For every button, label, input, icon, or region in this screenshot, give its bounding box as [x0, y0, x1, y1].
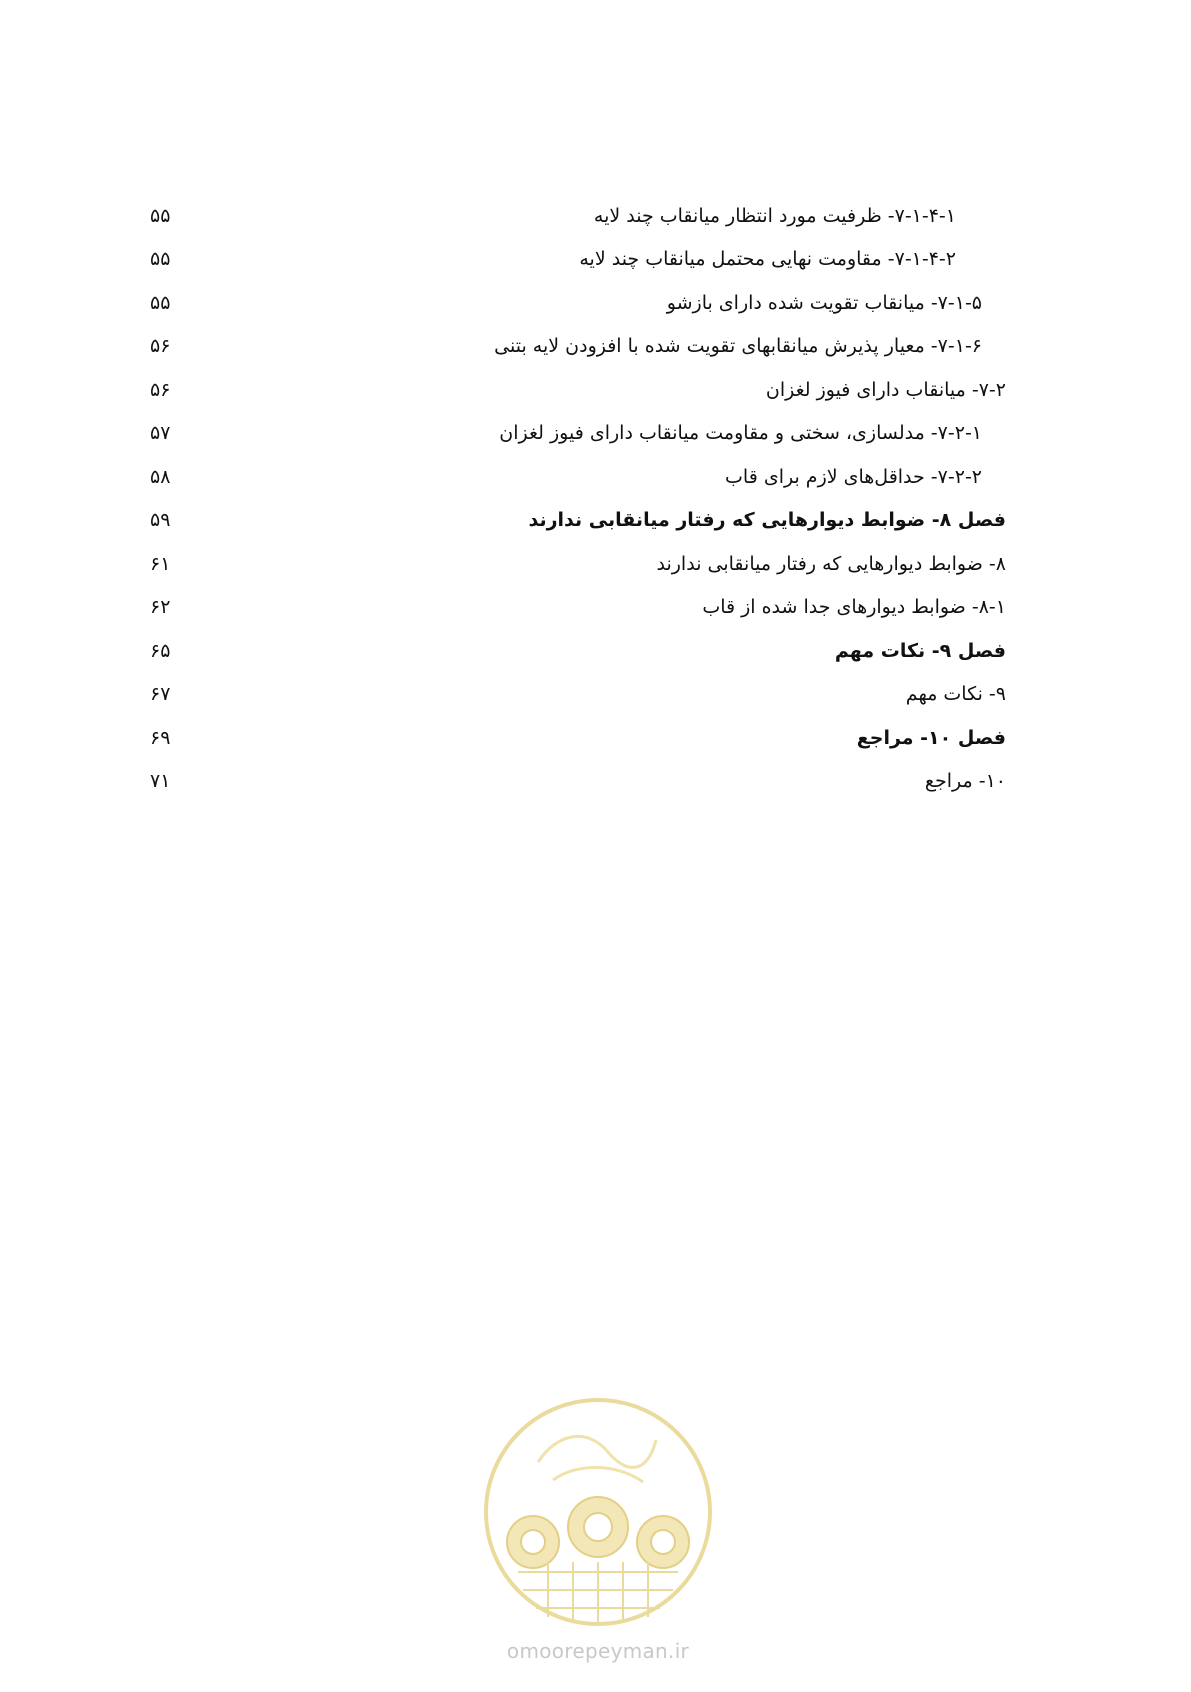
toc-entry-title: ۷-۱-۴-۱- ظرفیت مورد انتظار میانقاب چند لایه	[593, 205, 956, 227]
toc-entry-page: ۶۷	[150, 683, 171, 705]
toc-entry-page: ۵۶	[150, 379, 171, 401]
toc-entry-title: ۷-۲-۱- مدلسازی، سختی و مقاومت میانقاب دارای فیوز لغزان	[499, 422, 982, 444]
toc-entry-title: ۷-۲- میانقاب دارای فیوز لغزان	[765, 379, 1006, 401]
toc-entry-page: ۵۹	[150, 509, 171, 531]
toc-entry-page: ۵۸	[150, 466, 171, 488]
toc-entry[interactable]	[150, 763, 1006, 799]
toc-entry-title: ۱۰- مراجع	[924, 770, 1006, 792]
toc-entry[interactable]	[150, 589, 1006, 625]
toc-entry-page: ۶۱	[150, 553, 171, 575]
toc-chapter-entry[interactable]	[150, 502, 1006, 538]
toc-entry-page: ۶۹	[150, 727, 171, 749]
seal-icon	[478, 1392, 718, 1632]
toc-entry-title: ۹- نکات مهم	[905, 683, 1006, 705]
toc-entry-title: فصل ۹- نکات مهم	[834, 640, 1006, 662]
toc-entry[interactable]	[150, 415, 982, 451]
toc-entry-page: ۶۵	[150, 640, 171, 662]
toc-entry-title: ۷-۲-۲- حداقل‌های لازم برای قاب	[725, 466, 982, 488]
toc-entry-page: ۵۷	[150, 422, 171, 444]
toc-entry-title: ۸-۱- ضوابط دیوارهای جدا شده از قاب	[702, 596, 1006, 618]
toc-entry-page: ۵۶	[150, 335, 171, 357]
toc-entry-title: فصل ۱۰- مراجع	[856, 727, 1006, 749]
toc-entry-page: ۷۱	[150, 770, 171, 792]
toc-entry-page: ۶۲	[150, 596, 171, 618]
toc-chapter-entry[interactable]	[150, 633, 1006, 669]
toc-entry[interactable]	[150, 546, 1006, 582]
toc-entry-page: ۵۵	[150, 205, 171, 227]
toc-entry-title: ۷-۱-۶- معیار پذیرش میانقابهای تقویت شده با افزودن لایه بتنی	[494, 335, 982, 357]
toc-entry[interactable]	[150, 328, 982, 364]
watermark-url: omoorepeyman.ir	[506, 1639, 690, 1663]
toc-entry[interactable]	[150, 198, 956, 234]
toc-entry[interactable]	[150, 459, 982, 495]
toc-entry-page: ۵۵	[150, 292, 171, 314]
toc-chapter-entry[interactable]	[150, 720, 1006, 756]
toc-entry[interactable]	[150, 372, 1006, 408]
toc-entry-title: ۷-۱-۴-۲- مقاومت نهایی محتمل میانقاب چند لایه	[579, 248, 956, 270]
toc-entry-title: فصل ۸- ضوابط دیوارهایی که رفتار میانقابی ندارند	[528, 509, 1006, 531]
watermark-logo	[478, 1392, 718, 1692]
toc-entry-page: ۵۵	[150, 248, 171, 270]
toc-entry[interactable]	[150, 676, 1006, 712]
toc-entry-title: ۸- ضوابط دیوارهایی که رفتار میانقابی ندارند	[656, 553, 1006, 575]
toc-entry-title: ۷-۱-۵- میانقاب تقویت شده دارای بازشو	[666, 292, 982, 314]
toc-entry[interactable]	[150, 285, 982, 321]
toc-entry[interactable]	[150, 241, 956, 277]
